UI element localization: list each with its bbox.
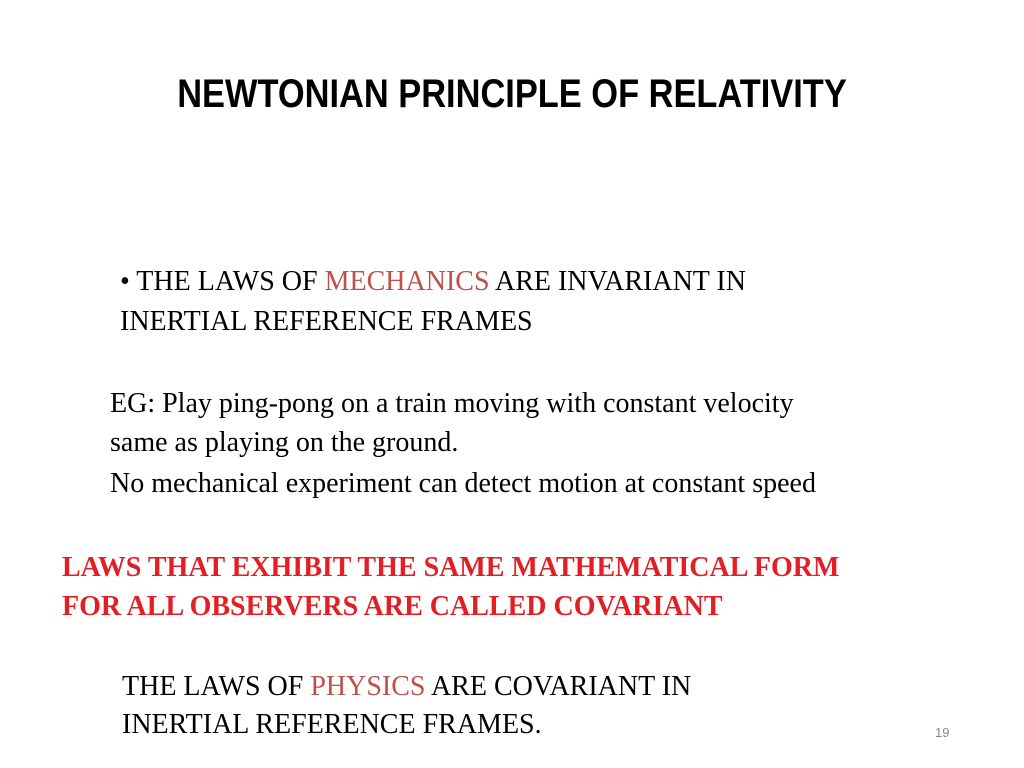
covariant-definition-line-1: LAWS THAT EXHIBIT THE SAME MATHEMATICAL FORM	[62, 552, 840, 583]
slide-title: NEWTONIAN PRINCIPLE OF RELATIVITY	[177, 72, 847, 116]
covariant-definition-line-2: FOR ALL OBSERVERS ARE CALLED COVARIANT	[62, 591, 723, 622]
page-number: 19	[935, 725, 950, 740]
bullet-prefix: • THE LAWS OF	[120, 266, 325, 297]
bullet-line-2: INERTIAL REFERENCE FRAMES	[120, 306, 533, 337]
bullet-suffix: ARE INVARIANT IN	[489, 266, 746, 297]
physics-line-1	[122, 671, 691, 703]
bullet-line-1	[120, 266, 746, 298]
physics-line-2: INERTIAL REFERENCE FRAMES.	[122, 709, 542, 740]
physics-suffix: ARE COVARIANT IN	[425, 671, 692, 702]
example-line-2: same as playing on the ground.	[110, 427, 459, 458]
physics-prefix: THE LAWS OF	[122, 671, 311, 702]
example-line-1: EG: Play ping-pong on a train moving with constant velocity	[110, 388, 794, 419]
example-line-3: No mechanical experiment can detect motion at constant speed	[110, 468, 816, 499]
mechanics-highlight: MECHANICS	[324, 266, 490, 297]
physics-highlight: PHYSICS	[310, 671, 426, 702]
